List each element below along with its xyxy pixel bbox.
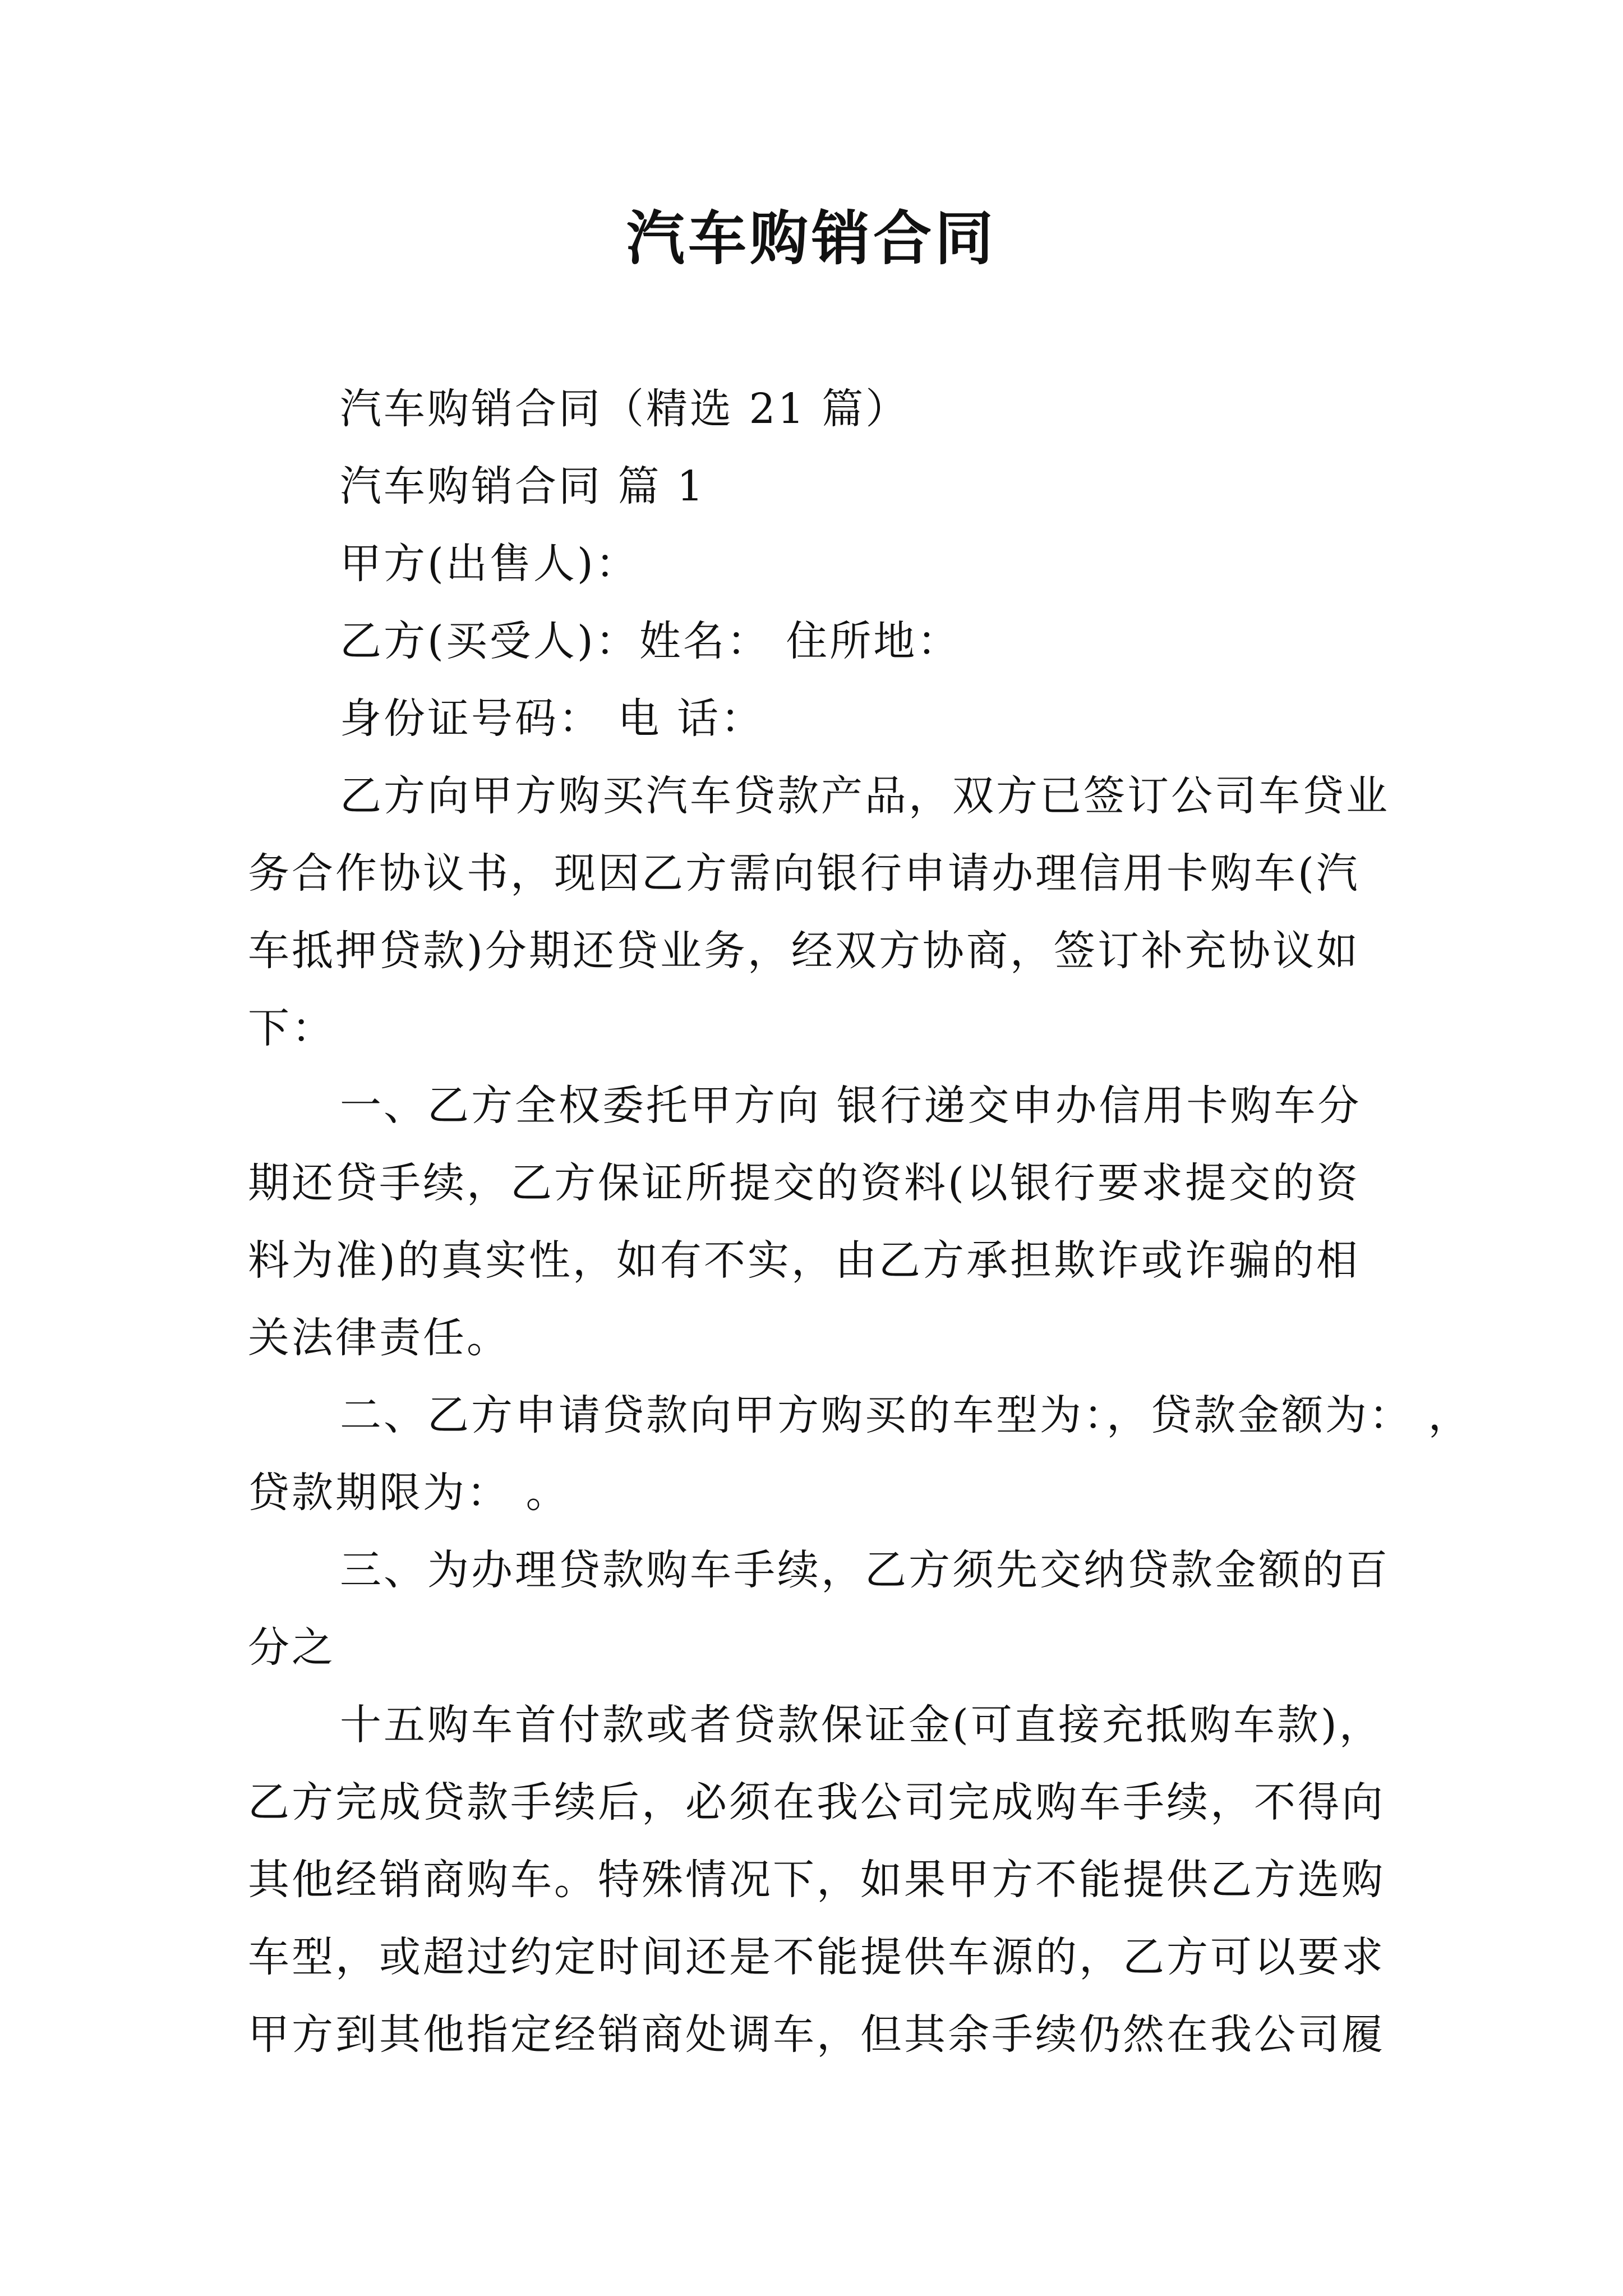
text-line: 车抵押贷款)分期还贷业务，经双方协商，签订补充协议如 — [248, 927, 1360, 975]
text-line: 期还贷手续，乙方保证所提交的资料(以银行要求提交的资 — [248, 1159, 1360, 1207]
text-line: 乙方(买受人)：姓名： 住所地： — [340, 617, 961, 665]
text-line: 乙方向甲方购买汽车贷款产品，双方已签订公司车贷业 — [340, 772, 1390, 820]
text-line: 车型，或超过约定时间还是不能提供车源的，乙方可以要求 — [248, 1933, 1385, 1981]
text-line: 三、为办理贷款购车手续，乙方须先交纳贷款金额的百 — [340, 1546, 1390, 1594]
text-line: 下： — [248, 1004, 335, 1052]
text-line: 关法律责任。 — [248, 1314, 510, 1362]
text-line: 汽车购销合同 篇 1 — [340, 462, 706, 510]
document-title: 汽车购销合同 — [626, 204, 997, 273]
text-line: 其他经销商购车。特殊情况下，如果甲方不能提供乙方选购 — [248, 1856, 1385, 1904]
text-line: 甲方到其他指定经销商处调车，但其余手续仍然在我公司履 — [248, 2010, 1385, 2059]
text-line: 贷款期限为： 。 — [248, 1469, 570, 1517]
text-line: 十五购车首付款或者贷款保证金(可直接充抵购车款)， — [340, 1701, 1383, 1749]
text-line: 务合作协议书，现因乙方需向银行申请办理信用卡购车(汽 — [248, 849, 1360, 898]
text-line: 身份证号码： 电 话： — [340, 694, 765, 743]
text-line: 二、乙方申请贷款向甲方购买的车型为：，贷款金额为： ， — [340, 1391, 1472, 1439]
text-line: 乙方完成贷款手续后，必须在我公司完成购车手续，不得向 — [248, 1778, 1385, 1826]
text-line: 甲方(出售人)： — [340, 540, 639, 588]
document-body — [248, 370, 1472, 2073]
text-line: 汽车购销合同（精选 21 篇） — [340, 385, 910, 433]
text-line: 分之 — [248, 1623, 335, 1672]
text-line: 一、乙方全权委托甲方向 银行递交申办信用卡购车分 — [340, 1082, 1362, 1130]
text-line: 料为准)的真实性，如有不实，由乙方承担欺诈或诈骗的相 — [248, 1236, 1360, 1285]
